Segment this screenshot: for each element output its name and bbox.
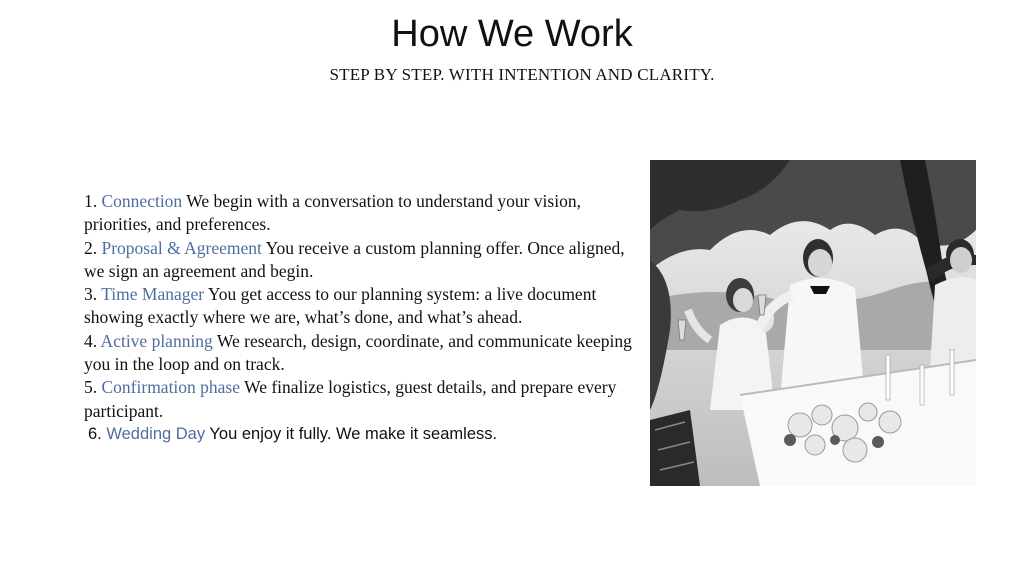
step-item <box>84 376 644 423</box>
steps-list <box>84 190 644 446</box>
step-number: 6. <box>88 424 102 443</box>
step-item <box>84 423 644 446</box>
step-item <box>84 283 644 330</box>
step-text: We finalize logistics, guest details, and prepare every participant. <box>84 377 617 421</box>
step-item <box>84 237 644 284</box>
step-text: You enjoy it fully. We make it seamless. <box>209 424 498 443</box>
step-name: Active planning <box>100 330 213 351</box>
step-number: 2. <box>84 237 98 258</box>
step-number: 3. <box>84 284 98 305</box>
step-name: Time Manager <box>101 284 205 305</box>
step-text: We research, design, coordinate, and communicate keeping you in the loop and on track. <box>84 330 632 375</box>
slide-subtitle: STEP BY STEP. WITH INTENTION AND CLARITY. <box>329 65 715 84</box>
step-name: Wedding Day <box>106 424 206 443</box>
slide-title: How We Work <box>391 13 633 55</box>
step-text: You get access to our planning system: a live document showing exactly where we are, what’s done, and what’s ahead. <box>84 284 597 328</box>
step-number: 5. <box>84 377 98 398</box>
step-item <box>84 190 644 237</box>
step-name: Proposal & Agreement <box>101 237 262 258</box>
step-text: You receive a custom planning offer. Once aligned, we sign an agreement and begin. <box>84 237 625 281</box>
step-number: 1. <box>84 191 98 211</box>
wedding-photo-illustration <box>650 160 976 486</box>
wedding-photo <box>650 160 976 486</box>
step-number: 4. <box>84 330 98 351</box>
step-name: Confirmation phase <box>101 377 241 398</box>
step-text: We begin with a conversation to understand your vision, priorities, and preferences. <box>84 191 581 235</box>
step-item <box>84 330 644 377</box>
step-name: Connection <box>101 191 183 211</box>
